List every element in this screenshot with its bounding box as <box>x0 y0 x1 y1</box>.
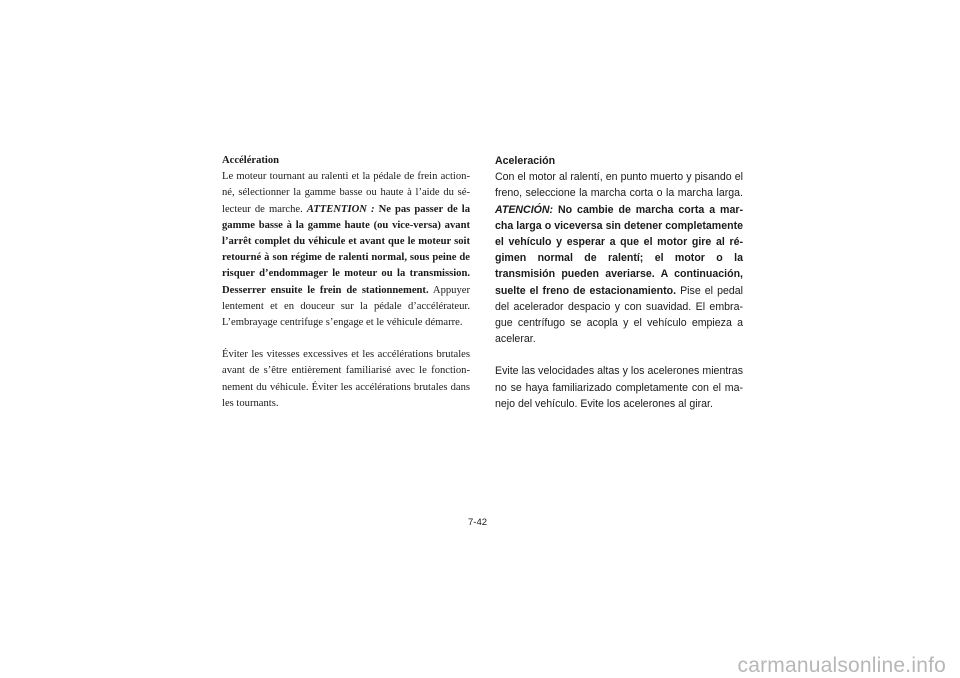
french-attention-text: Ne pas passer de la gamme basse à la gamme haute (ou vice-versa) avant l’arrêt complet du véhicule et avant que le moteur soit retourné à son régime de ralenti normal, sous peine de risquer d’endommager le moteur ou la transmission. Desserrer ensuite le frein de stationnement. <box>222 203 470 296</box>
page-number: 7-42 <box>468 517 488 528</box>
french-section-title: Accélération <box>222 155 280 166</box>
spanish-para1-intro: Con el motor al ralentí, en punto muerto y pisando el freno, seleccione la marcha corta o la marcha larga. <box>495 171 743 200</box>
french-attention-label: ATTENTION : <box>306 203 375 215</box>
spanish-section-title: Aceleración <box>495 155 556 167</box>
french-paragraph-2: Éviter les vitesses excessives et les accélérations brutales avant de s’être entièrement familiarisé avec le fonctionnement du véhicule. Éviter les accélérations brutales dans les tournants. <box>222 349 470 409</box>
french-para1-intro: Le moteur tournant au ralenti et la pédale de frein actionné, sélectionner la gamme basse ou haute à l’aide du sélecteur de marche. <box>222 171 470 215</box>
spanish-attention-label: ATENCIÓN: <box>495 203 554 216</box>
spanish-paragraph-1 <box>495 169 743 347</box>
spanish-attention-text: No cambie de marcha corta a marcha larga o viceversa sin detener completamente el vehículo y esperar a que el motor gire al régimen normal de ralentí; el motor o la transmisión pueden averiarse. A continuación, suelte el freno de estacionamiento. <box>495 203 743 297</box>
spanish-paragraph-2: Evite las velocidades altas y los acelerones mientras no se haya familiarizado completamente con el manejo del vehículo. Evite los acelerones al girar. <box>495 365 743 410</box>
watermark-text: carmanualsonline.info <box>737 654 946 677</box>
french-paragraph-1 <box>222 169 470 331</box>
spanish-para1-end: Pise el pedal del acelerador despacio y con suavidad. El embrague centrífugo se acopla y el vehículo empieza a acelerar. <box>495 284 743 346</box>
french-para1-end: Appuyer lentement et en douceur sur la pédale d’accélérateur. L’embrayage centrifuge s’engage et le véhicule démarre. <box>222 284 470 329</box>
spanish-column <box>495 153 743 412</box>
french-column <box>222 153 470 412</box>
